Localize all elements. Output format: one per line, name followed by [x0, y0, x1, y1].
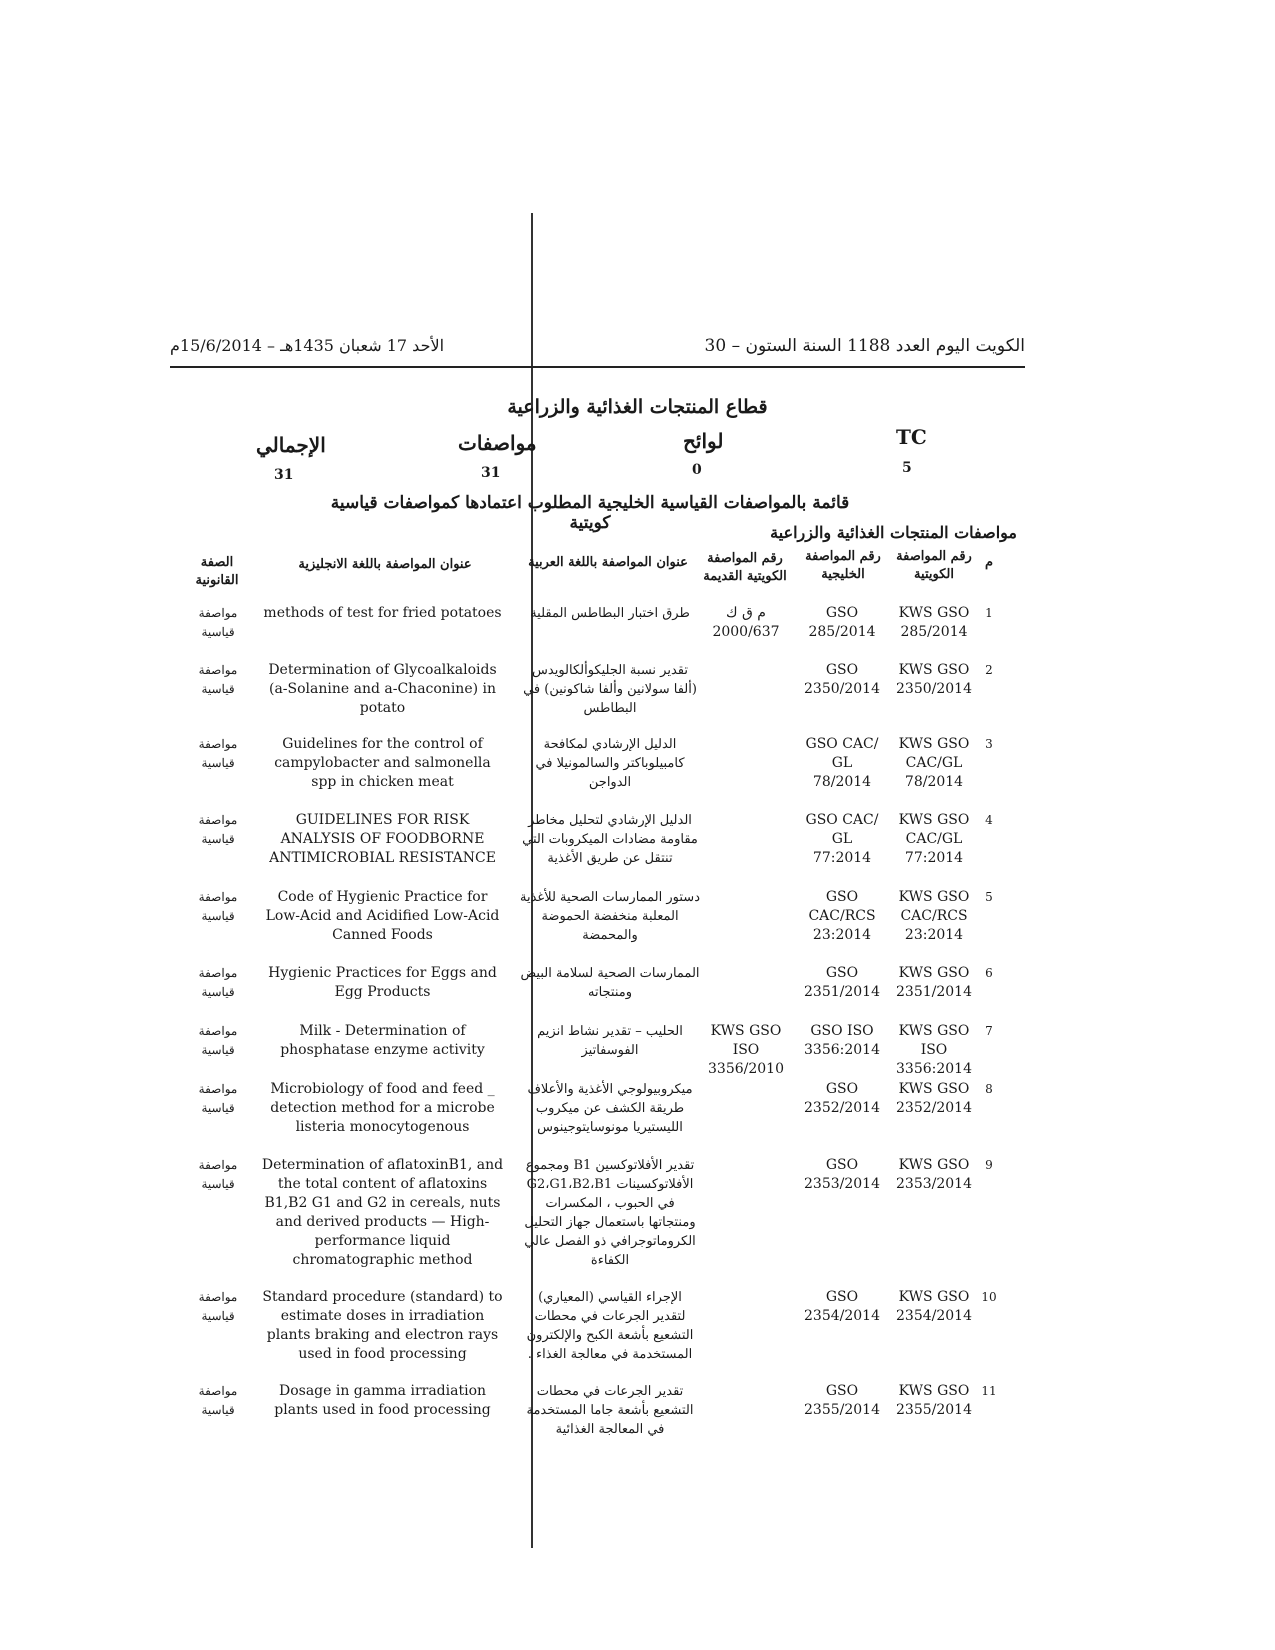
cell-no: 3 — [985, 737, 993, 751]
summary-specs-value: 31 — [481, 465, 501, 481]
cell-kuwait-no: KWS GSO CAC/GL 77:2014 — [898, 812, 970, 866]
cell-legal-status: مواصفة قياسية — [198, 1024, 238, 1057]
cell-title-en: GUIDELINES FOR RISK ANALYSIS OF FOODBORNE ANTIMICROBIAL RESISTANCE — [269, 812, 496, 866]
cell-gulf-no: GSO CAC/RCS 23:2014 — [808, 889, 876, 943]
cell-gulf-no: GSO 2350/2014 — [804, 662, 880, 697]
cell-gulf-no: GSO 2351/2014 — [804, 965, 880, 1000]
cell-old-kuwait-no: KWS GSO ISO 3356/2010 — [708, 1023, 784, 1077]
cell-title-ar: تقدير الجرعات في محطات التشعيع بأشعة جاما المستخدمة في المعالجة الغذائية — [526, 1384, 694, 1437]
cell-title-ar: دستور الممارسات الصحية للأغذية المعلبة منخفضة الحموضة والمحمضة — [520, 890, 700, 943]
cell-title-en: Guidelines for the control of campylobacter and salmonella spp in chicken meat — [274, 736, 491, 790]
summary-specs-label: مواصفات — [458, 431, 537, 455]
cell-gulf-no: GSO CAC/ GL 77:2014 — [805, 812, 879, 866]
cell-kuwait-no: KWS GSO 2354/2014 — [896, 1289, 972, 1324]
cell-no: 2 — [985, 663, 993, 677]
cell-title-en: methods of test for fried potatoes — [263, 605, 502, 621]
cell-title-en: Code of Hygienic Practice for Low-Acid and Acidified Low-Acid Canned Foods — [265, 889, 500, 943]
cell-kuwait-no: KWS GSO 2353/2014 — [896, 1157, 972, 1192]
cell-kuwait-no: KWS GSO ISO 3356:2014 — [896, 1023, 972, 1077]
cell-gulf-no: GSO ISO 3356:2014 — [804, 1023, 880, 1058]
col-header-title-ar: عنوان المواصفة باللغة العربية — [528, 555, 688, 570]
cell-legal-status: مواصفة قياسية — [198, 890, 238, 923]
sector-title: قطاع المنتجات الغذائية والزراعية — [507, 396, 768, 418]
cell-title-en: Hygienic Practices for Eggs and Egg Products — [268, 965, 497, 1000]
cell-kuwait-no: KWS GSO 285/2014 — [898, 605, 970, 640]
cell-kuwait-no: KWS GSO 2355/2014 — [896, 1383, 972, 1418]
header-issue-info: الكويت اليوم العدد 1188 السنة الستون – 30 — [704, 336, 1025, 356]
cell-title-ar: الدليل الإرشادي لتحليل مخاطر مقاومة مضادات الميكروبات التي تنتقل عن طريق الأغذية — [522, 813, 698, 866]
cell-no: 8 — [985, 1082, 993, 1096]
header-date: الأحد 17 شعبان 1435هـ – 15/6/2014م — [170, 336, 445, 355]
cell-kuwait-no: KWS GSO CAC/GL 78/2014 — [898, 736, 970, 790]
summary-tc-label: TC — [896, 425, 927, 449]
cell-no: 9 — [985, 1158, 993, 1172]
cell-gulf-no: GSO 2355/2014 — [804, 1383, 880, 1418]
cell-legal-status: مواصفة قياسية — [198, 813, 238, 846]
cell-gulf-no: GSO 2352/2014 — [804, 1081, 880, 1116]
cell-title-en: Determination of Glycoalkaloids (a-Solanine and a-Chaconine) in potato — [268, 662, 497, 716]
cell-title-en: Dosage in gamma irradiation plants used in food processing — [274, 1383, 491, 1418]
cell-no: 11 — [981, 1384, 997, 1398]
col-header-kuwait-no: رقم المواصفة الكويتية — [896, 549, 972, 582]
cell-gulf-no: GSO CAC/ GL 78/2014 — [805, 736, 879, 790]
cell-title-ar: الدليل الإرشادي لمكافحة كامبيلوباكتر والسالمونيلا في الدواجن — [535, 737, 685, 790]
cell-title-ar: تقدير الأفلاتوكسين B1 ومجموع الأفلاتوكسينات G2،G1،B2،B1 في الحبوب ، المكسرات ومنتجاتها باستعمال جهاز التحليل الكروماتوجرافي ذو الفصل عالي الكفاءة — [524, 1158, 696, 1268]
cell-kuwait-no: KWS GSO CAC/RCS 23:2014 — [898, 889, 970, 943]
summary-regs-label: لوائح — [683, 429, 724, 453]
cell-title-en: Standard procedure (standard) to estimate doses in irradiation plants braking and electron rays used in food processing — [262, 1289, 503, 1362]
cell-legal-status: مواصفة قياسية — [198, 606, 238, 639]
cell-no: 7 — [985, 1024, 993, 1038]
cell-gulf-no: GSO 2353/2014 — [804, 1157, 880, 1192]
cell-old-kuwait-no: م ق ك 2000/637 — [712, 605, 780, 640]
list-title: قائمة بالمواصفات القياسية الخليجية المطلوب اعتمادها كمواصفات قياسية كويتية — [330, 493, 850, 533]
summary-regs-value: 0 — [692, 462, 702, 478]
cell-legal-status: مواصفة قياسية — [198, 1082, 238, 1115]
cell-kuwait-no: KWS GSO 2351/2014 — [896, 965, 972, 1000]
col-header-gulf-no: رقم المواصفة الخليجية — [805, 549, 881, 582]
cell-title-ar: ميكروبيولوجي الأغذية والأعلاف طريقة الكشف عن ميكروب الليستيريا مونوسايتوجينوس — [527, 1082, 693, 1135]
header-divider — [170, 366, 1025, 368]
cell-no: 6 — [985, 966, 993, 980]
cell-kuwait-no: KWS GSO 2352/2014 — [896, 1081, 972, 1116]
col-header-legal-status: الصفة القانونية — [195, 555, 239, 588]
cell-gulf-no: GSO 2354/2014 — [804, 1289, 880, 1324]
cell-no: 5 — [985, 890, 993, 904]
col-header-no: م — [984, 555, 994, 570]
col-header-old-kuwait-no: رقم المواصفة الكويتية القديمة — [703, 551, 787, 584]
section-subtitle: مواصفات المنتجات الغذائية والزراعية — [770, 523, 1017, 542]
cell-legal-status: مواصفة قياسية — [198, 663, 238, 696]
summary-total-value: 31 — [274, 467, 294, 483]
cell-title-ar: الممارسات الصحية لسلامة البيض ومنتجاته — [520, 966, 700, 1000]
cell-kuwait-no: KWS GSO 2350/2014 — [896, 662, 972, 697]
col-header-title-en: عنوان المواصفة باللغة الانجليزية — [298, 557, 472, 572]
cell-no: 4 — [985, 813, 993, 827]
cell-legal-status: مواصفة قياسية — [198, 1290, 238, 1323]
cell-legal-status: مواصفة قياسية — [198, 737, 238, 770]
cell-title-ar: تقدير نسبة الجليكوألكالويدس (ألفا سولانين وألفا شاكونين) في البطاطس — [523, 663, 697, 716]
cell-title-en: Microbiology of food and feed _ detection method for a microbe listeria monocytogenous — [270, 1081, 495, 1135]
cell-title-en: Determination of aflatoxinB1, and the total content of aflatoxins B1,B2 G1 and G2 in cereals, nuts and derived products — High-performance liquid chromatographic method — [261, 1157, 504, 1268]
summary-total-label: الإجمالي — [256, 433, 326, 457]
cell-legal-status: مواصفة قياسية — [198, 1384, 238, 1417]
cell-legal-status: مواصفة قياسية — [198, 966, 238, 999]
cell-gulf-no: GSO 285/2014 — [808, 605, 876, 640]
cell-title-ar: الإجراء القياسي (المعياري) لتقدير الجرعات في محطات التشعيع بأشعة الكبح والإلكترون المستخدمة في معالجة الغذاء . — [526, 1290, 694, 1362]
cell-title-en: Milk - Determination of phosphatase enzyme activity — [280, 1023, 485, 1058]
cell-legal-status: مواصفة قياسية — [198, 1158, 238, 1191]
summary-tc-value: 5 — [902, 460, 912, 476]
cell-no: 1 — [985, 606, 993, 620]
cell-title-ar: الحليب – تقدير نشاط انزيم الفوسفاتيز — [537, 1024, 683, 1058]
cell-no: 10 — [981, 1290, 997, 1304]
cell-title-ar: طرق اختبار البطاطس المقلية — [530, 606, 690, 621]
